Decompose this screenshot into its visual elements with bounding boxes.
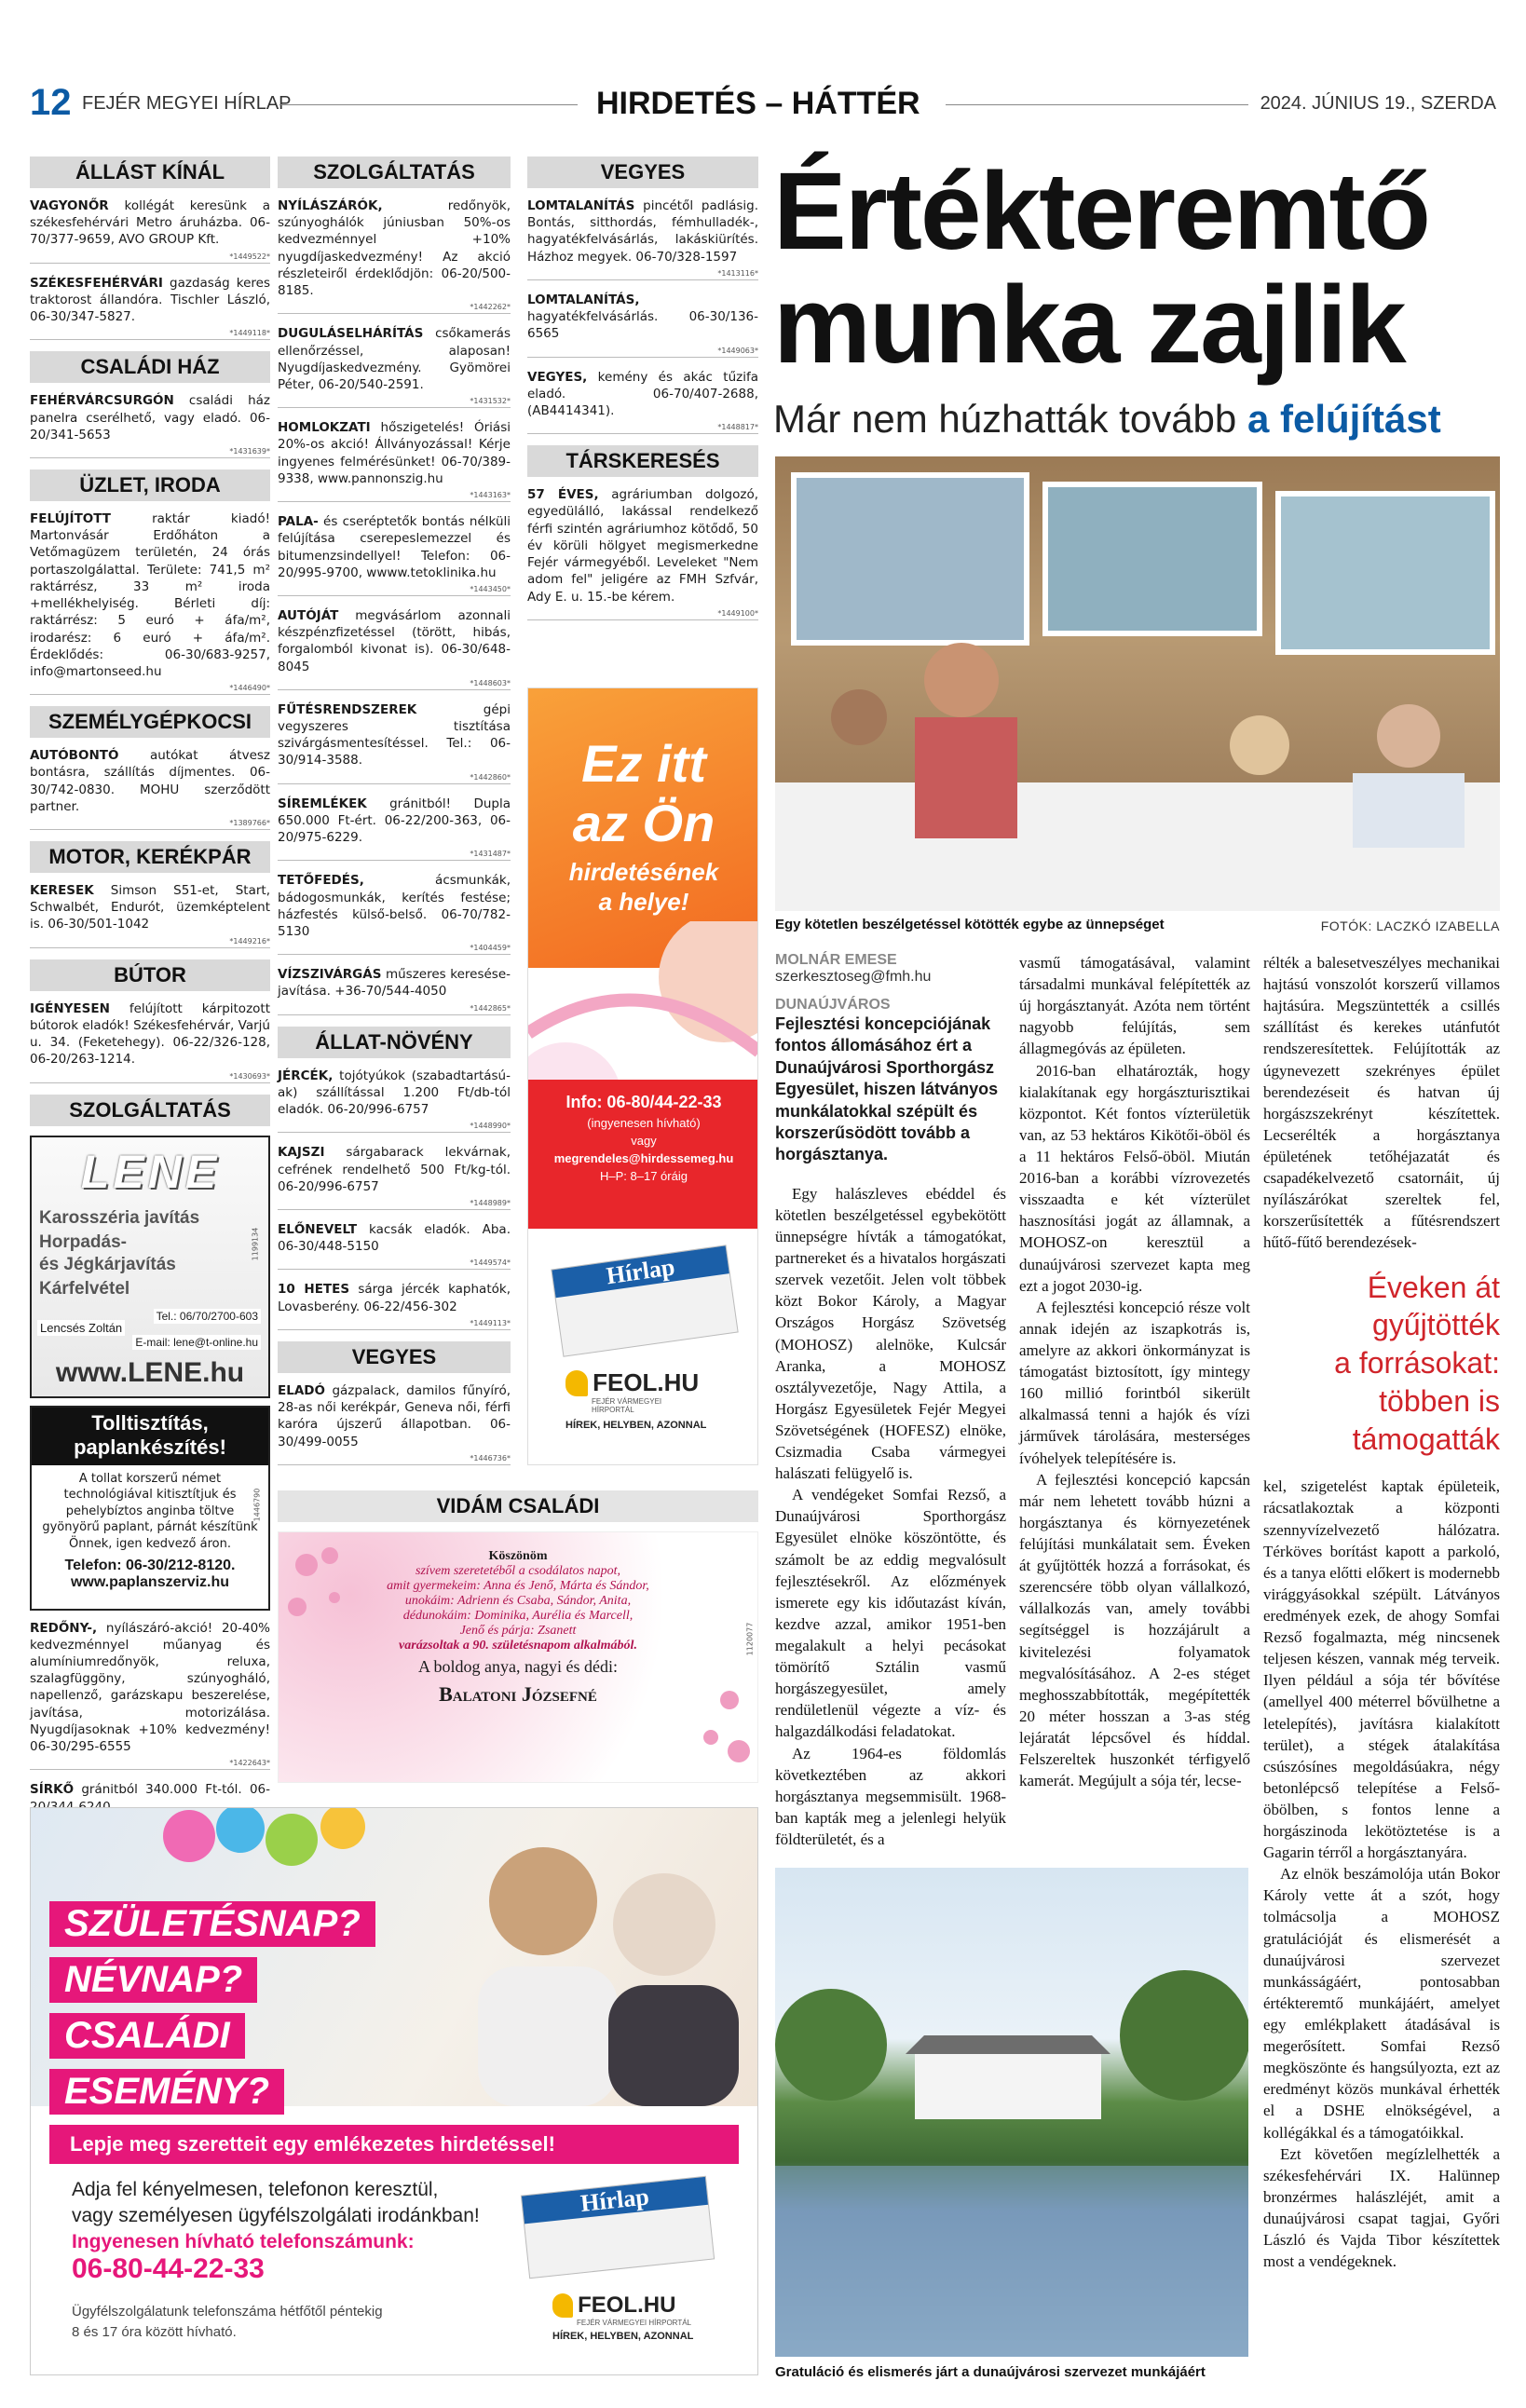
banner-note: Ügyfélszolgálatunk telefonszáma hétfőtől péntekig	[72, 2304, 383, 2320]
classified-ad: VEGYES, kemény és akác tűzifa eladó. 06-70/407-2688, (AB4414341).	[527, 369, 758, 418]
author-email: szerkesztoseg@fmh.hu	[775, 969, 932, 985]
feol-subtitle: FEJÉR VÁRMEGYEI HÍRPORTÁL	[577, 2319, 691, 2327]
banner-headline: SZÜLETÉSNAP?	[49, 1901, 375, 1947]
article-paragraph: Az elnök beszámolója után Bokor Károly vette át a szót, hogy tolmácsolja a MOHOSZ gratulációját és elismerését a dunaújvárosi szervezet munkásságáért, pontosabban értékteremtő munkájáért, amelyet egy emlékplakett átadásával is megerősített. Somfai Rezső megköszönte és hangsúlyozta, ezt az eredményt közös munkával érhették el a DSHE elnökségével, a kollégákkal és a támogatóikkal.	[1263, 1865, 1500, 2142]
ad-code: *1443163*	[278, 491, 511, 502]
family-event-banner	[30, 1807, 758, 2375]
newspaper-image	[521, 2176, 715, 2279]
pull-quote: Éveken át gyűjtötték a forrásokat: többen is támogatták	[1334, 1270, 1500, 1457]
article-title: munka zajlik	[773, 264, 1405, 387]
tolltisztitas-ad	[30, 1406, 270, 1611]
issue-date: 2024. JÚNIUS 19., SZERDA	[1260, 93, 1496, 114]
people-photo-icon	[441, 1827, 748, 2106]
ad-code: *1448990*	[278, 1122, 511, 1133]
classified-ad: DUGULÁSELHÁRÍTÁS csőkamerás ellenőrzéssel, alaposan! Nyugdíjaskedvezmény. Gyömörei Péter, 06-20/540-2591.	[278, 326, 511, 392]
section-heading: BÚTOR	[30, 959, 270, 991]
ad-code: *1449100*	[527, 609, 758, 620]
classified-ad: SÍREMLÉKEK gránitból! Dupla 650.000 Ft-ért. 06-22/200-363, 06-20/975-6229.	[278, 796, 511, 846]
ad-code: *1449113*	[278, 1319, 511, 1330]
dateline: DUNAÚJVÁROS	[775, 997, 891, 1013]
photo-scene-icon	[775, 456, 1500, 911]
tolltisztitas-header	[32, 1408, 268, 1465]
banner-text: vagy személyesen ügyfélszolgálati irodánkban!	[72, 2205, 480, 2226]
article-paragraph: kel, szigetelést kaptak épületeik, rácsatlakoztak a központi szennyvízelvezető hálózatra. Térköves borítást kapott a parkoló, és a tanya előtti előkert is modernebb virággyásokkal szépült. Látványos eredmények ezek, de ahogy Somfai Rezső fogalmazta, még nincsenek teljesen készen, vannak még terveik. Ilyen például a sója tér bővítése (amellyel 400 méterrel bővülhetne a letelepítés), javításra kialakított terület), a stégek átalakítása csúszósínes megoldásúakra, négy betonlépcső telepítése a Felső-öbölben, s fontos lenne a horgászinoda lekötöztetése is a Gagarin térről a horgásztanyára.	[1263, 1477, 1500, 1862]
classified-ad: FŰTÉSRENDSZEREK gépi vegyszeres tisztítása szivárgásmentesítéssel. Tel.: 06-30/914-3588.	[278, 701, 511, 769]
ad-code: *1442865*	[278, 1004, 511, 1015]
article-paragraph: Ezt követően megízlelhették a székesfehérvári IX. Halünnep bronzérmes halászléjét, amit a dunaújvárosi csapat tagjai, Győri László és Vajda Tibor készítettek most a vendégeknek.	[1263, 2144, 1500, 2271]
ad-title: Tolltisztítás,	[91, 1410, 209, 1435]
ad-body: A tollat korszerű német technológiával kitisztítjuk és pehelybíztos anginba töltve gyönyörű paplant, párnát készítünk Önnek, igen kedvező áron.	[42, 1471, 258, 1551]
self-promo-ad	[527, 687, 758, 1465]
ad-code: *1449216*	[30, 937, 270, 948]
author-name: MOLNÁR EMESE	[775, 952, 897, 968]
ad-code: *1442262*	[278, 303, 511, 314]
photo-caption: Gratuláció és elismerés járt a dunaújvárosi szervezet munkájáért	[775, 2364, 1206, 2380]
banner-headline: CSALÁDI	[49, 2013, 245, 2059]
promo-hours: H–P: 8–17 óráig	[600, 1169, 688, 1183]
article-photo-main	[775, 456, 1500, 911]
ad-website: www.paplanszerviz.hu	[70, 1574, 230, 1591]
promo-or: vagy	[631, 1134, 657, 1148]
classified-ad: LOMTALANÍTÁS, hagyatékfelvásárlás. 06-30/136-6565	[527, 292, 758, 342]
article-paragraph: 2016-ban elhatározták, hogy kialakítanak egy horgászturisztikai központot. Két fontos vízterületük van, az 53 hektáros Kikötői-öböl és a 11 hektáros Felső-öböl. Miután 2016-ban a korábbi vízrovezetés visszaadta e két vízterület hasznosítási jogát az államnak, a MOHOSZ-on keresztül a dunaújvárosi szervezet kapta meg ezt a jogot 2030-ig.	[1019, 1061, 1250, 1295]
article-column-1	[775, 952, 1006, 1850]
classified-ad: PALA- és cseréptetők bontás nélküli felújítása cserepeslemezzel és bitumenzsindellyel! Telefon: 06-20/995-9700, wwww.tetoklinika.hu	[278, 514, 511, 580]
classified-ad: ELŐNEVELT kacsák eladók. Aba. 06-30/448-5150	[278, 1221, 511, 1255]
promo-phone: Info: 06-80/44-22-33	[565, 1093, 722, 1111]
photo-credit: FOTÓK: LACZKÓ IZABELLA	[1320, 918, 1500, 933]
ad-code: *1449063*	[527, 347, 758, 358]
ad-code: *1430693*	[30, 1072, 270, 1083]
promo-email: megrendeles@hirdessemeg.hu	[553, 1151, 734, 1165]
promo-headline: Ez itt	[581, 734, 706, 793]
lene-service: Horpadás-	[39, 1231, 127, 1252]
ad-code: *1446490*	[30, 684, 270, 695]
ad-title: paplankészítés!	[74, 1435, 226, 1459]
banner-note: 8 és 17 óra között hívható.	[72, 2324, 237, 2340]
announcement-line: Jenő és párja: Zsanett	[459, 1624, 577, 1638]
ad-code: *1446736*	[278, 1454, 511, 1465]
announcement-card	[278, 1531, 758, 1783]
announcement-line: szívem szeretetéből a csodálatos napot,	[416, 1564, 620, 1578]
feol-name: FEOL.HU	[593, 1368, 700, 1396]
feol-slogan: HÍREK, HELYBEN, AZONNAL	[565, 1420, 707, 1431]
classified-ad: TETŐFEDÉS, ácsmunkák, bádogosmunkák, kerítés festése; házfestés külső-belső. 06-70/782-5130	[278, 873, 511, 939]
promo-headline: hirdetésének	[568, 858, 719, 886]
lene-service: és Jégkárjavítás	[39, 1254, 176, 1274]
ad-code: *1431487*	[278, 850, 511, 861]
classified-ad: 10 HETES sárga jércék kaphatók, Lovasberény. 06-22/456-302	[278, 1282, 511, 1314]
article-lead: Fejlesztési koncepciójának fontos állomásához ért a Dunaújvárosi Sporthorgász Egyesület, hiszen látványos munkálatokkal szépült és korszerűsödött tovább a horgásztanya.	[775, 1014, 999, 1164]
promo-free-note: (ingyenesen hívható)	[587, 1116, 701, 1130]
section-heading: MOTOR, KERÉKPÁR	[30, 841, 270, 873]
ad-code: *1422643*	[30, 1759, 270, 1770]
classified-ad: KAJSZI sárgabarack lekvárnak, cefrének rendelhető 500 Ft/kg-tól. 06-20/996-6757	[278, 1145, 511, 1194]
banner-phone: 06-80-44-22-33	[72, 2253, 265, 2284]
classified-ad: FEHÉRVÁRCSURGÓN családi ház panelra cserélhető, vagy eladó. 06-20/341-5653	[30, 393, 270, 442]
section-heading: VEGYES	[527, 156, 758, 188]
classified-ad: FELÚJÍTOTT raktár kiadó! Martonvásár Erdőháton a Vetőmagüzem területén, 24 órás portaszolgálattal. Területe: 741,5 m² raktárrész, 33 m² iroda +mellékhelyiség. Bérleti díj: raktárrész: 5 euró + áfa/m², irodarész: 6 euró + áfa/m². Érdeklődés: 06-30/683-9257, info@martonseed.hu	[30, 510, 270, 679]
article-column-2	[1019, 952, 1250, 1791]
article-paragraph: A vendégeket Somfai Rezső, a Dunaújvárosi Sporthorgász Egyesület elnöke köszöntötte, és számolt be az eddig megvalósult fejlesztésekről. Az előzmények ismerete egy kis időutazást kíván, kezdve azzal, amikor 1951-ben megalakult a helyi pecásokat tömörítő Sztálin vasmű horgászegyesület, amely rendületlenül végezte a víz- és halgazdálkodási feladatokat.	[775, 1486, 1006, 1741]
classified-ad: AUTÓJÁT megvásárlom azonnali készpénzfizetéssel (törött, hibás, forgalomból kivonat is). 06-30/648-8045	[278, 607, 511, 674]
flower-icon	[674, 1672, 757, 1775]
promo-headline: az Ön	[572, 794, 715, 852]
banner-headline: ESEMÉNY?	[49, 2069, 284, 2115]
announcement-line: unokáim: Adrienn és Csaba, Sándor, Anita,	[404, 1594, 632, 1608]
lene-service: Karosszéria javítás	[39, 1207, 200, 1228]
ad-code: *1404459*	[278, 944, 511, 955]
classifieds-column-2	[278, 156, 511, 1476]
promo-info-box	[528, 1080, 758, 1229]
page-header	[0, 75, 1526, 130]
flower-icon	[279, 1532, 381, 1663]
classified-ad: 57 ÉVES, agráriumban dolgozó, egyedülálló, lakással rendelkező férfi szintén agráriumhoz kötődő, 50 év körüli hölgyet megismerkedne Fejér vármegyéből. Leveleket "Nem adom fel" jeligére az FMH Szfvár, Ady E. u. 15.-be kérem.	[527, 487, 759, 605]
page-number: 12	[30, 82, 72, 123]
article-subtitle: Már nem húzhatták tovább a felújítást	[773, 397, 1441, 441]
lene-website: www.LENE.hu	[55, 1356, 245, 1388]
classified-ad: HOMLOKZATI hőszigetelés! Óriási 20%-os akció! Állványozással! Kérje ingyenes felmérésünket! 06-70/389-9338, www.pannonszig.hu	[278, 420, 511, 486]
ad-code: *1449118*	[30, 329, 270, 340]
section-heading: ÁLLAT-NÖVÉNY	[278, 1027, 511, 1058]
classifieds-column-1	[30, 156, 270, 1842]
ad-code: *1448817*	[527, 423, 758, 434]
feol-logo	[565, 1368, 752, 1431]
article-paragraph: vasmű támogatásával, valamint társadalmi munkával felépítették az új horgásztanyát. Azóta nem történt nagyobb felújítás, sem állagmegóvás az épületen.	[1019, 954, 1250, 1058]
header-rule	[279, 104, 578, 105]
article-column-3	[1263, 952, 1500, 2272]
lene-ad	[30, 1136, 270, 1398]
ad-code: *1449522*	[30, 252, 270, 264]
announcement-line: Köszönöm	[488, 1549, 548, 1563]
header-rule	[946, 104, 1248, 105]
classified-ad: KERESEK Simson S51-et, Start, Schwalbét, Endurót, üzemképtelent is. 06-30/501-1042	[30, 883, 270, 932]
article-paragraph: Egy halászleves ebéddel és kötetlen beszélgetéssel egybekötött ünnepségre hívták a támogatókat, partnereket és a hivatalos horgászati szervek vezetőit. Jelen volt többek közt Bokor Károly, a Magyar Országos Horgász Szövetség (MOHOSZ) alelnöke, Kulcsár Aranka, a MOHOSZ osztályvezetője, Nagy Attila, a Horgász Egyesületek Fejér Megyei Szövetségének (HOFESZ) elnöke, Csizmadia Csaba vármegyei halászati felügyelő is.	[775, 1184, 1006, 1483]
section-heading: VEGYES	[278, 1341, 511, 1373]
banner-text: Adja fel kényelmesen, telefonon keresztül,	[72, 2179, 439, 2200]
paper-name: FEJÉR MEGYEI HÍRLAP	[82, 93, 292, 114]
banner-headline: NÉVNAP?	[49, 1957, 257, 2003]
feol-slogan: HÍREK, HELYBEN, AZONNAL	[552, 2331, 694, 2342]
newspaper-image	[551, 1245, 738, 1357]
classified-ad: SÍRKŐ gránitból 340.000 Ft-tól. 06-	[30, 1782, 270, 1798]
classified-ad: LOMTALANÍTÁS pincétől padlásig. Bontás, sitthordás, fémhulladék-, hagyatékfelvásárlás, lakáskiürítés. Házhoz megyek. 06-70/328-1597	[527, 198, 758, 265]
announcement-line: amit gyermekeim: Anna és Jenő, Márta és Sándor,	[387, 1579, 649, 1593]
ad-code: *1413116*	[527, 269, 758, 280]
ad-phone: Telefon: 06-30/212-8120.	[64, 1558, 236, 1574]
classified-ad: IGÉNYESEN felújított kárpitozott bútorok eladók! Székesfehérvár, Varjú u. 34. (Feketehegy). 06-22/326-128, 06-20/263-1214.	[30, 1000, 270, 1068]
ad-code: *1431639*	[30, 447, 270, 458]
ad-code: *1442860*	[278, 773, 511, 784]
ad-code: 1446790	[252, 1488, 262, 1521]
feol-icon	[552, 2293, 573, 2318]
classified-ad: JÉRCÉK, tojótyúkok (szabadtartású-ak) szállítással 1.200 Ft/db-tól eladók. 06-20/996-6757	[278, 1068, 511, 1118]
classified-ad: REDŐNY-, nyílászáró-akció! 20-40% kedvezménnyel műanyag és alumíniumredőnyök, reluxa, szalagfüggöny, szúnyogháló, napellenző, garázskapu beszerelése, javítása, motorizálása. Nyugdíjasoknak +10% kedvezmény! 06-30/295-6555	[30, 1620, 270, 1755]
promo-headline: a helye!	[598, 888, 689, 916]
classified-ad: VAGYONŐR kollégát keresünk a székesfehérvári Metro áruházba. 06-70/377-9659, AVO GROUP Kft.	[30, 198, 270, 248]
banner-text: Ingyenesen hívható telefonszámunk:	[72, 2231, 415, 2252]
photo-scene-icon	[775, 1868, 1248, 2357]
ad-code: 1120077	[745, 1622, 755, 1656]
lene-logo: LENE	[80, 1145, 221, 1198]
ad-code: *1449574*	[278, 1258, 511, 1270]
newspaper-masthead: Hírlap	[552, 1245, 729, 1298]
lene-contact-name: Lencsés Zoltán	[37, 1320, 125, 1336]
section-heading: TÁRSKERESÉS	[527, 445, 758, 477]
ad-code: *1431532*	[278, 397, 511, 408]
article-paragraph: rélték a balesetveszélyes mechanikai hajtású vonszolót korszerű villamos hajtásúra. Megszüntették a csillés szállítást és kerekes utánfutót rendszeresítettek. Felújították az úgynevezett szekrényes épület berendezéseit és hatvan új horgászszekrényt készítettek. Lecserélték a horgásztanya épületének tetőhéjazatát és csapadékelvezető csatornáit, új nyílászárókat szereltek fel, korszerűsítették a fűtésrendszert hűtő-fűtő berendezések-	[1263, 954, 1500, 1252]
feol-name: FEOL.HU	[578, 2292, 676, 2318]
lene-email: E-mail: lene@t-online.hu	[132, 1335, 261, 1350]
announcement-line: A boldog anya, nagyi és dédi:	[418, 1657, 618, 1676]
ad-code: *1448603*	[278, 679, 511, 690]
section-heading: ÜZLET, IRODA	[30, 469, 270, 501]
announcement-line: varázsoltak a 90. születésnapom alkalmából.	[399, 1639, 637, 1653]
section-heading: ÁLLÁST KÍNÁL	[30, 156, 270, 188]
photo-caption: Egy kötetlen beszélgetéssel kötötték egybe az ünnepséget	[775, 917, 1165, 932]
newspaper-masthead: Hírlap	[522, 2177, 708, 2224]
section-heading: SZOLGÁLTATÁS	[278, 156, 511, 188]
ad-code: *1389766*	[30, 819, 270, 830]
article-title: Értékteremtő	[773, 150, 1429, 273]
article-paragraph: A fejlesztési koncepció kapcsán már nem lehetett tovább húzni a horgásztanya és környezetének felújítási munkálatait sem. Éveken át gyűjtötték hozzá a forrásokat, és szerencsére több olyan vállalkozó, vállalkozás van, amely további segítséggel is hozzájárult a kivitelezési folyamatok megvalósításához. A 2-es stéget meghosszabbították, megépítették 20 méter hosszan a 3-as stég lejáratát lépcsővel és híddal. Felszereltek huszonkét térfigyelő kamerát. Megújult a sója tér, lecse-	[1019, 1470, 1250, 1790]
section-heading: SZEMÉLYGÉPKOCSI	[30, 706, 270, 738]
classified-ad: VÍZSZIVÁRGÁS műszeres keresése-javítása. +36-70/544-4050	[278, 967, 511, 1000]
article-paragraph: A fejlesztési koncepció része volt annak idején az iszapkotrás is, amelyre az akkori önkormányzat is támogatást biztosított, így mintegy 160 millió forintból sikerült alkalmassá tenni a hajók és vízi járművek tárolására, mesterséges ívóhelyek telepítésére is.	[1019, 1298, 1250, 1467]
article-headline	[773, 150, 1500, 442]
family-announcement	[278, 1490, 758, 1789]
lene-phone: Tel.: 06/70/2700-603	[154, 1309, 261, 1324]
lene-service: Kárfelvétel	[39, 1278, 130, 1299]
feol-logo	[552, 2292, 748, 2342]
section-title: HIRDETÉS – HÁTTÉR	[596, 86, 920, 121]
classified-ad: NYÍLÁSZÁRÓK, redőnyök, szúnyoghálók júniusban 50%-os kedvezménnyel +10% nyugdíjaskedvezmény! Az akció részleteiről érdeklődjön: 06-20/500-8185.	[278, 198, 511, 299]
ad-code: 1199134	[251, 1227, 260, 1260]
classified-ad: SZÉKESFEHÉRVÁRI gazdaság keres traktorost állandóra. Tischler László, 06-30/347-5827.	[30, 275, 270, 325]
section-heading: SZOLGÁLTATÁS	[30, 1095, 270, 1126]
feol-icon	[565, 1370, 588, 1396]
feol-subtitle: FEJÉR VÁRMEGYEI HÍRPORTÁL	[592, 1397, 662, 1414]
announcement-line: dédunokáim: Dominika, Aurélia és Marcell,	[402, 1609, 634, 1623]
article-paragraph: Az 1964-es földomlás következtében az akkori horgásztanya megsemmisült. 1968-ban kapták meg a jelenlegi helyük földterületét, és a	[775, 1744, 1006, 1849]
ad-code: *1448989*	[278, 1199, 511, 1210]
balloon-icon	[152, 1808, 394, 1883]
section-heading: CSALÁDI HÁZ	[30, 351, 270, 383]
article-photo-lake	[775, 1868, 1248, 2357]
classified-ad: ELADÓ gázpalack, damilos fűnyíró, 28-as női kerékpár, Geneva női, férfi karóra újszerű állapotban. 06-30/499-0055	[278, 1382, 511, 1449]
section-heading: VIDÁM CSALÁDI	[278, 1490, 758, 1522]
announcement-signature: Balatoni Józsefné	[439, 1682, 597, 1706]
ad-code: *1443450*	[278, 585, 511, 596]
banner-strip: Lepje meg szeretteit egy emlékezetes hirdetéssel!	[49, 2125, 739, 2164]
classified-ad: AUTÓBONTÓ autókat átvesz bontásra, szállítás díjmentes. 06-30/742-0830. MOHU szerződött partner.	[30, 748, 270, 814]
classifieds-column-3	[527, 156, 758, 632]
